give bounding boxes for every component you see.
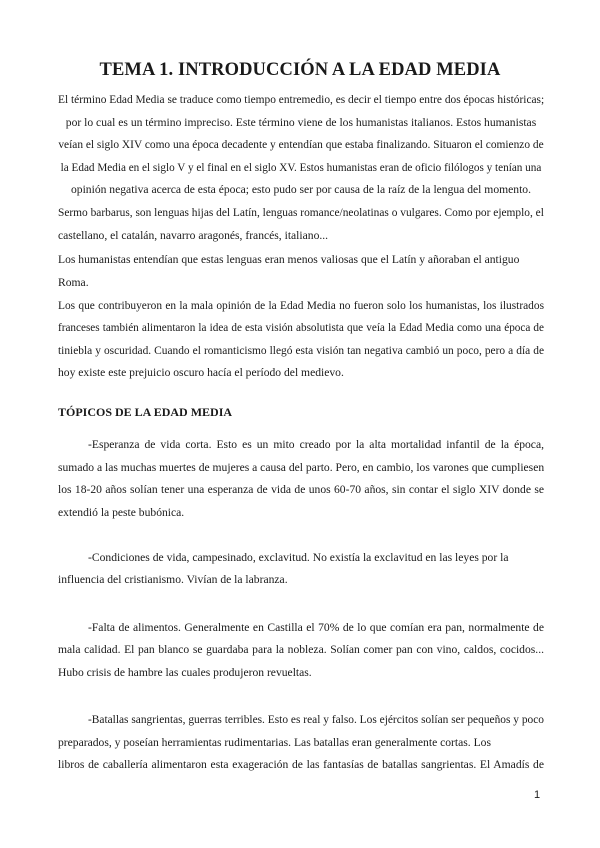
opinion-line: tiniebla y oscuridad. Cuando el romanticismo llegó esta visión tan negativa cambió un poco, pero a día de — [58, 345, 544, 357]
topico-line: -Esperanza de vida corta. Esto es un mito creado por la alta mortalidad infantil de la época, — [88, 438, 544, 451]
humanistas-line: Roma. — [58, 276, 89, 289]
opinion-line: hoy existe este prejuicio oscuro hacía el período del medievo. — [58, 366, 344, 379]
topico-line: -Condiciones de vida, campesinado, exclavitud. No existía la exclavitud en las leyes por la — [88, 551, 509, 564]
intro-line: El término Edad Media se traduce como tiempo entremedio, es decir el tiempo entre dos épocas históricas; — [58, 94, 545, 106]
topico-line: Hubo crisis de hambre las cuales produjeron revueltas. — [58, 666, 312, 679]
topico-line: mala calidad. El pan blanco se guardaba para la nobleza. Solían comer pan con vino, caldos, cocidos... — [58, 643, 544, 656]
lengua-line: Sermo barbarus, son lenguas hijas del Latín, lenguas romance/neolatinas o vulgares. Como por ejemplo, el — [58, 207, 544, 219]
topico-line: sumado a las muchas muertes de mujeres a causa del parto. Pero, en cambio, los varones que cumpliesen — [58, 461, 545, 474]
topico-line: influencia del cristianismo. Vivían de la labranza. — [58, 573, 288, 586]
topico-line: -Falta de alimentos. Generalmente en Castilla el 70% de lo que comían era pan, normalmente de — [88, 621, 544, 634]
lengua-line: castellano, el catalán, navarro aragonés, francés, italiano... — [58, 229, 329, 242]
intro-line: por lo cual es un término impreciso. Este término viene de los humanistas italianos. Estos humanistas — [65, 116, 537, 129]
intro-line: la Edad Media en el siglo V y el final en el siglo XV. Estos humanistas eran de oficio filólogos y tenían una — [60, 162, 542, 174]
page-title: TEMA 1. INTRODUCCIÓN A LA EDAD MEDIA — [99, 60, 501, 80]
section-heading: TÓPICOS DE LA EDAD MEDIA — [58, 405, 233, 419]
topico-line: preparados, y poseían herramientas rudimentarias. Las batallas eran generalmente cortas. Los — [58, 736, 491, 749]
topico-line: -Batallas sangrientas, guerras terribles. Esto es real y falso. Los ejércitos solían ser pequeños y poco — [88, 714, 544, 726]
intro-line: veían el siglo XIV como una época decadente y entendían que estaba finalizando. Situaron el comienzo de — [58, 139, 544, 151]
humanistas-line: Los humanistas entendían que estas lenguas eran menos valiosas que el Latín y añoraban el antiguo — [58, 253, 520, 266]
topico-line: los 18-20 años solían tener una esperanza de vida de unos 60-70 años, sin contar el siglo XIV donde se — [58, 483, 544, 496]
opinion-line: Los que contribuyeron en la mala opinión de la Edad Media no fueron solo los humanistas, los ilustrados — [58, 300, 544, 312]
intro-line: opinión negativa acerca de esta época; esto pudo ser por causa de la raíz de la lengua del momento. — [70, 183, 531, 196]
page-number: 1 — [534, 789, 541, 801]
topico-line: libros de caballería alimentaron esta exageración de las fantasías de batallas sangrientas. El Amadís de — [58, 758, 544, 771]
opinion-line: franceses también alimentaron la idea de esta visión absolutista que veía la Edad Media como una época de — [58, 322, 544, 334]
topico-line: extendió la peste bubónica. — [58, 506, 185, 519]
